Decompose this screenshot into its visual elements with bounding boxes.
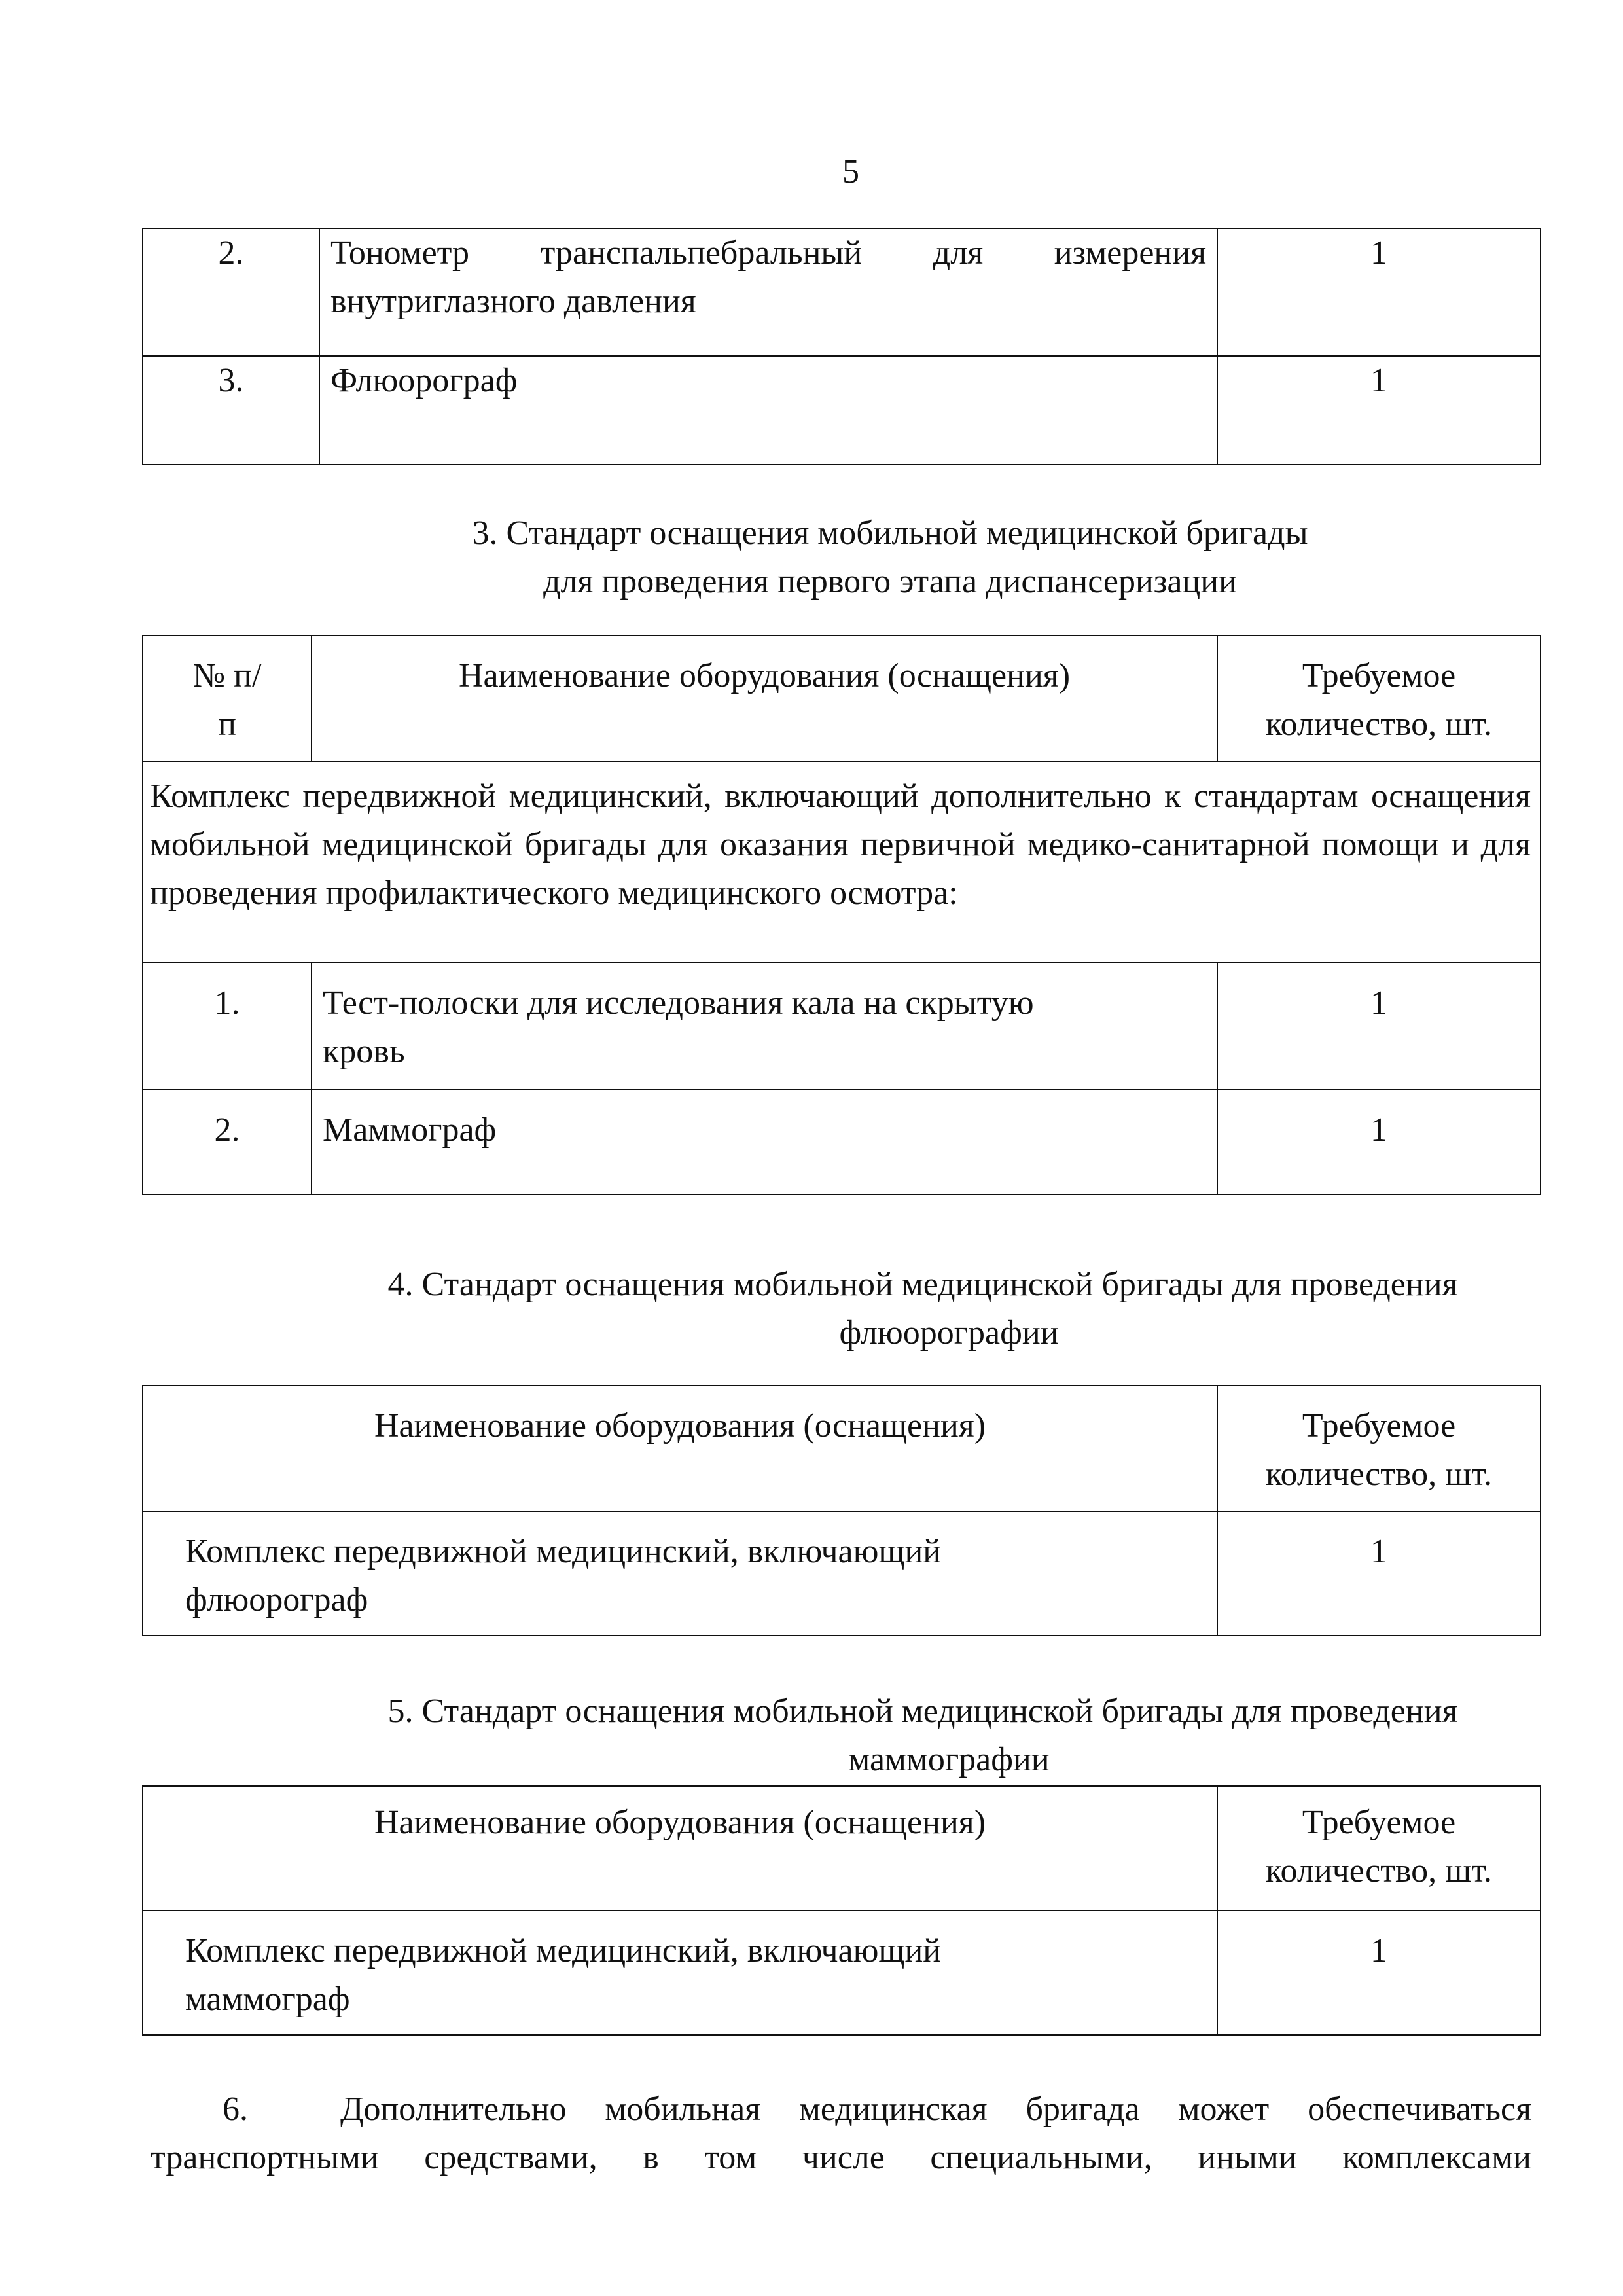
header-name: Наименование оборудования (оснащения): [312, 636, 1217, 761]
header-quantity: Требуемое количество, шт.: [1217, 636, 1541, 761]
table-row: [143, 356, 1541, 465]
table-row: [143, 228, 1541, 356]
equipment-name: Флюорограф: [319, 356, 1217, 465]
quantity: 1: [1217, 1910, 1541, 2035]
table-row: [143, 1090, 1541, 1194]
header-quantity: Требуемое количество, шт.: [1217, 1386, 1541, 1511]
quantity: 1: [1217, 1090, 1541, 1194]
table-row: [143, 963, 1541, 1090]
section5-title: 5. Стандарт оснащения мобильной медицинской бригады для проведения маммографии: [387, 1693, 1458, 1778]
header-number: № п/п: [143, 636, 312, 761]
paragraph-line: Дополнительно мобильная медицинская бригада может обеспечиваться: [340, 2090, 1531, 2128]
header-quantity: Требуемое количество, шт.: [1217, 1786, 1541, 1910]
table-row: [143, 1511, 1541, 1636]
quantity: 1: [1217, 963, 1541, 1090]
equipment-name: Комплекс передвижной медицинский, включающий маммограф: [143, 1910, 1217, 2035]
section5-table: [142, 1785, 1541, 2036]
header-name: Наименование оборудования (оснащения): [143, 1386, 1217, 1511]
page-number: 5: [842, 153, 859, 190]
row-number: 3.: [143, 356, 319, 465]
quantity: 1: [1217, 356, 1541, 465]
section3-table: [142, 635, 1541, 1195]
quantity: 1: [1217, 1511, 1541, 1636]
equipment-name: Тест-полоски для исследования кала на скрытую кровь: [312, 963, 1217, 1090]
row-number: 2.: [143, 228, 319, 356]
table-row: [143, 1910, 1541, 2035]
equipment-name: Комплекс передвижной медицинский, включающий флюорограф: [143, 1511, 1217, 1636]
table-header-row: [143, 636, 1541, 761]
table-continuation: [142, 228, 1541, 465]
complex-description: Комплекс передвижной медицинский, включающий дополнительно к стандартам оснащения мобильной медицинской бригады для оказания первичной медико-санитарной помощи и для проведения профилактического медицинского осмотра:: [143, 761, 1541, 963]
quantity: 1: [1217, 228, 1541, 356]
section4-title: 4. Стандарт оснащения мобильной медицинской бригады для проведения флюорографии: [387, 1266, 1458, 1352]
row-number: 2.: [143, 1090, 312, 1194]
section4-table: [142, 1385, 1541, 1636]
paragraph-number: 6.: [223, 2090, 248, 2128]
paragraph-6: [151, 2085, 1531, 2182]
equipment-name: Тонометр транспальпебральный для измерения внутриглазного давления: [319, 228, 1217, 356]
paragraph-line: транспортными средствами, в том числе специальными, иными комплексами: [151, 2139, 1531, 2176]
equipment-name: Маммограф: [312, 1090, 1217, 1194]
header-name: Наименование оборудования (оснащения): [143, 1786, 1217, 1910]
table-header-row: [143, 1386, 1541, 1511]
table-header-row: [143, 1786, 1541, 1910]
row-number: 1.: [143, 963, 312, 1090]
table-row-complex: [143, 761, 1541, 963]
section3-title: 3. Стандарт оснащения мобильной медицинской бригады для проведения первого этапа диспансеризации: [472, 514, 1308, 600]
